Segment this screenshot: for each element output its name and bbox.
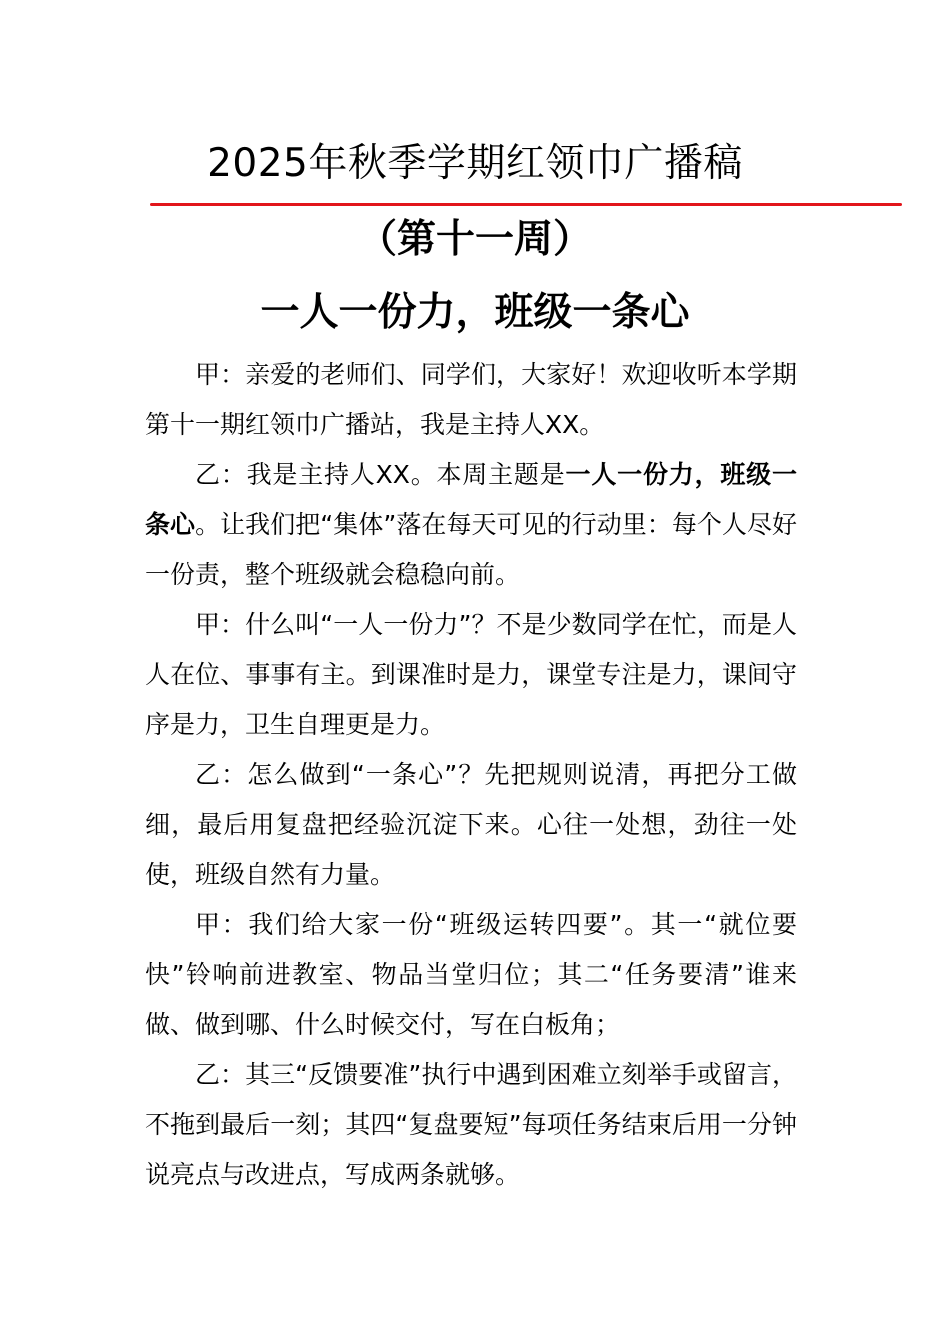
paragraph-text: 。让我们把“集体”落在每天可见的行动里：每个人尽好一份责，整个班级就会稳稳向前。 [145,510,797,589]
speaker-label: 乙： [195,1060,246,1089]
speaker-label: 乙： [195,460,247,489]
speaker-label: 甲： [195,910,249,939]
paragraph-text: 其三“反馈要准”执行中遇到困难立刻举手或留言，不拖到最后一刻；其四“复盘要短”每项任务结束后用一分钟说亮点与改进点，写成两条就够。 [145,1060,797,1189]
script-paragraph [145,1050,797,1200]
script-paragraph [145,750,797,900]
paragraph-text: 我们给大家一份“班级运转四要”。其一“就位要快”铃响前进教室、物品当堂归位；其二“任务要清”谁来做、做到哪、什么时候交付，写在白板角； [145,910,797,1039]
script-paragraph [145,600,797,750]
red-divider-line [150,203,902,206]
script-body [145,350,797,1200]
paragraph-text: 我是主持人XX。本周主题是 [246,460,566,489]
speaker-label: 乙： [195,760,248,789]
theme-heading: 一人一份力，班级一条心 [260,290,690,335]
theme-emphasis: 一人一份力，班级一条心 [145,460,797,539]
paragraph-text: 亲爱的老师们、同学们，大家好！欢迎收听本学期第十一期红领巾广播站，我是主持人XX。 [145,360,797,439]
document-title: 2025年秋季学期红领巾广播稿 [207,141,743,186]
week-subtitle: （第十一周） [357,217,592,262]
speaker-label: 甲： [195,360,246,389]
script-paragraph [145,900,797,1050]
script-paragraph [145,350,797,450]
speaker-label: 甲： [195,610,246,639]
paragraph-text: 怎么做到“一条心”？先把规则说清，再把分工做细，最后用复盘把经验沉淀下来。心往一处想，劲往一处使，班级自然有力量。 [145,760,797,889]
script-paragraph [145,450,797,600]
paragraph-text: 什么叫“一人一份力”？不是少数同学在忙，而是人人在位、事事有主。到课准时是力，课堂专注是力，课间守序是力，卫生自理更是力。 [145,610,797,739]
